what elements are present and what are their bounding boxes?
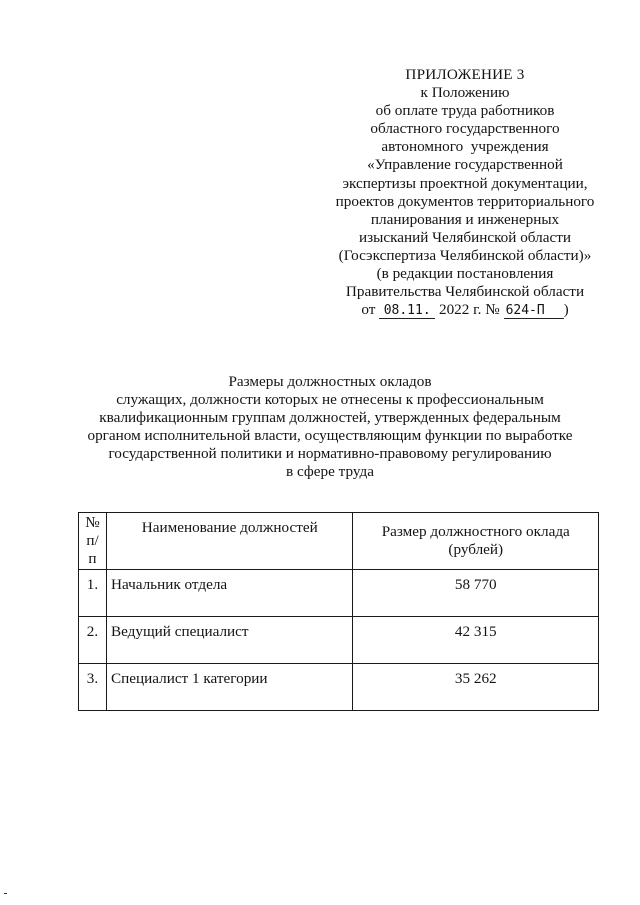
row-number: 2.	[79, 617, 107, 664]
row-number: 1.	[79, 570, 107, 617]
resolution-date: 08.11.	[379, 303, 435, 319]
header-salary-label: Размер должностного оклада	[381, 523, 570, 540]
appendix-line: об оплате труда работников	[375, 102, 555, 120]
row-salary: 42 315	[353, 617, 599, 664]
title-line: государственной политики и нормативно-правовому регулированию	[108, 445, 552, 463]
header-position-label: Наименование должностей	[141, 519, 318, 536]
title-line: органом исполнительной власти, осуществляющим функции по выработке	[87, 427, 573, 445]
header-number-abbr: п/п	[86, 532, 99, 567]
table-header-row	[79, 513, 599, 570]
row-number: 3.	[79, 664, 107, 711]
appendix-line: областного государственного	[370, 120, 560, 138]
document-title	[60, 373, 600, 482]
row-position: Ведущий специалист	[106, 617, 353, 664]
appendix-line: экспертизы проектной документации,	[342, 174, 588, 192]
salary-table	[78, 512, 599, 711]
title-line: Размеры должностных окладов	[228, 373, 432, 390]
table-row	[79, 570, 599, 617]
appendix-line: (в редакции постановления	[376, 265, 554, 283]
appendix-line: проектов документов территориального	[335, 192, 595, 210]
row-salary: 35 262	[353, 664, 599, 711]
appendix-line: автономного учреждения	[381, 138, 549, 156]
appendix-line: планирования и инженерных	[370, 210, 560, 228]
row-position: Специалист 1 категории	[106, 664, 353, 711]
row-salary: 58 770	[353, 570, 599, 617]
title-line: служащих, должности которых не отнесены к профессиональным	[116, 391, 544, 409]
header-number-sign: №	[85, 514, 100, 531]
resolution-reference	[330, 301, 600, 319]
row-position: Начальник отдела	[106, 570, 353, 617]
table-row	[79, 617, 599, 664]
appendix-line: к Положению	[420, 84, 510, 102]
appendix-title: ПРИЛОЖЕНИЕ 3	[405, 66, 525, 83]
header-position-name	[106, 513, 353, 570]
appendix-line: Правительства Челябинской области	[345, 283, 585, 301]
resolution-number: 624-П	[504, 303, 564, 319]
resolution-year: 2022 г.	[438, 301, 482, 319]
header-salary	[353, 513, 599, 570]
number-sign: №	[485, 301, 500, 319]
header-number	[79, 513, 107, 570]
from-label: от	[361, 301, 376, 319]
title-line: в сфере труда	[286, 463, 374, 481]
appendix-line: изысканий Челябинской области	[359, 228, 571, 246]
title-line: квалификационным группам должностей, утвержденных федеральным	[99, 409, 561, 427]
closing-paren: )	[563, 301, 569, 319]
scan-margin-mark	[4, 893, 7, 894]
table-row	[79, 664, 599, 711]
header-salary-unit: (рублей)	[448, 541, 504, 558]
appendix-line: (Госэкспертиза Челябинской области)»	[338, 246, 592, 264]
appendix-line: «Управление государственной	[367, 156, 563, 174]
appendix-header	[330, 66, 600, 319]
